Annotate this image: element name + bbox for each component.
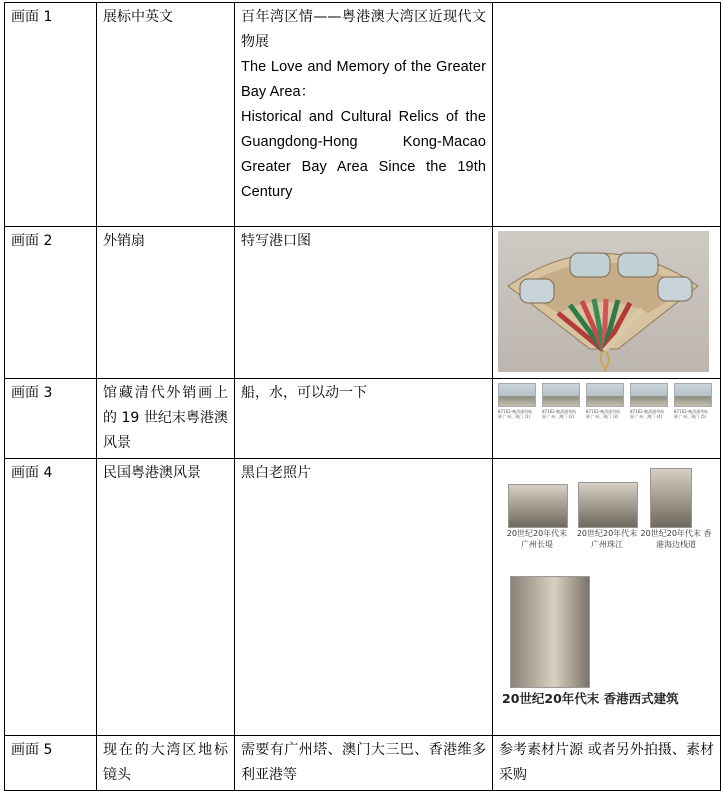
thumbnail-caption: 87162-晚清通草纸画 广州、澳门 (3) xyxy=(586,409,621,419)
painting-thumbnail xyxy=(586,383,622,419)
thumbnail-image xyxy=(498,383,536,407)
photo-large-caption: 20世纪20年代末 香港西式建筑 xyxy=(502,691,679,706)
thumbnail-image xyxy=(586,383,624,407)
thumbnail-caption: 87162-晚清通草纸画 广州、澳门 (1) xyxy=(498,409,533,419)
reference-cell xyxy=(493,736,721,791)
scene-cell xyxy=(5,736,97,791)
thumbnail-caption: 87162-晚清通草纸画 广州、澳门 (4) xyxy=(630,409,665,419)
subject-text: 外销扇 xyxy=(103,233,145,249)
reference-text: 参考素材片源 或者另外拍摄、素材采购 xyxy=(499,742,714,783)
painting-thumbnails xyxy=(498,383,715,419)
subject-cell xyxy=(97,227,235,379)
painting-thumbnail xyxy=(674,383,710,419)
table-row xyxy=(5,379,721,459)
painting-thumbnail xyxy=(498,383,534,419)
desc-cell xyxy=(235,379,493,459)
subject-text: 现在的大湾区地标镜头 xyxy=(103,742,228,783)
table-row xyxy=(5,736,721,791)
reference-cell xyxy=(493,459,721,736)
storyboard-table xyxy=(4,2,721,791)
photo-hk-seaside-boardwalk xyxy=(650,468,692,528)
photo-hk-western-architecture xyxy=(510,576,590,688)
thumbnail-caption: 87162-晚清通草纸画 广州、澳门 (2) xyxy=(542,409,577,419)
reference-cell xyxy=(493,379,721,459)
desc-text: 特写港口图 xyxy=(241,233,311,249)
subject-cell xyxy=(97,736,235,791)
subject-text: 馆藏清代外销画上的 19 世纪末粤港澳风景 xyxy=(103,385,228,451)
subject-text: 展标中英文 xyxy=(103,9,173,25)
desc-cell xyxy=(235,227,493,379)
scene-label: 画面 3 xyxy=(11,385,53,401)
scene-cell xyxy=(5,3,97,227)
desc-text: 需要有广州塔、澳门大三巴、香港维多利亚港等 xyxy=(241,742,486,783)
desc-text: 船，水，可以动一下 xyxy=(241,385,367,401)
reference-cell xyxy=(493,3,721,227)
scene-label: 画面 4 xyxy=(11,465,53,481)
thumbnail-image xyxy=(542,383,580,407)
desc-cell xyxy=(235,459,493,736)
photo-caption: 20世纪20年代末 广州长堤 xyxy=(506,529,568,549)
old-photos xyxy=(498,462,714,732)
reference-cell xyxy=(493,227,721,379)
desc-cell xyxy=(235,736,493,791)
painting-thumbnail xyxy=(630,383,666,419)
scene-label: 画面 5 xyxy=(11,742,53,758)
photo-caption: 20世纪20年代末 香港海边栈道 xyxy=(640,529,712,549)
photo-guangzhou-pearl-river xyxy=(578,482,638,528)
scene-label: 画面 2 xyxy=(11,233,53,249)
desc-text: 黑白老照片 xyxy=(241,465,311,481)
table-row xyxy=(5,227,721,379)
subject-text: 民国粤港澳风景 xyxy=(103,465,201,481)
exhibition-title-en-line2: Historical and Cultural Relics of the Guangdong-Hong Kong-Macao Greater Bay Area Since the 19th Century xyxy=(241,109,486,200)
table-row xyxy=(5,3,721,227)
photo-guangzhou-bund xyxy=(508,484,568,528)
exhibition-title-en-line1: The Love and Memory of the Greater Bay Area： xyxy=(241,59,486,100)
desc-cell xyxy=(235,3,493,227)
subject-cell xyxy=(97,379,235,459)
thumbnail-image xyxy=(674,383,712,407)
painting-thumbnail xyxy=(542,383,578,419)
scene-cell xyxy=(5,459,97,736)
scene-cell xyxy=(5,379,97,459)
scene-cell xyxy=(5,227,97,379)
scene-label: 画面 1 xyxy=(11,9,53,25)
thumbnail-image xyxy=(630,383,668,407)
subject-cell xyxy=(97,459,235,736)
photo-caption: 20世纪20年代末 广州珠江 xyxy=(576,529,638,549)
table-row xyxy=(5,459,721,736)
exhibition-title-zh: 百年湾区情——粤港澳大湾区近现代文物展 xyxy=(241,9,486,50)
thumbnail-caption: 87162-晚清通草纸画 广州、澳门 (5) xyxy=(674,409,709,419)
subject-cell xyxy=(97,3,235,227)
export-fan-image xyxy=(498,231,709,372)
